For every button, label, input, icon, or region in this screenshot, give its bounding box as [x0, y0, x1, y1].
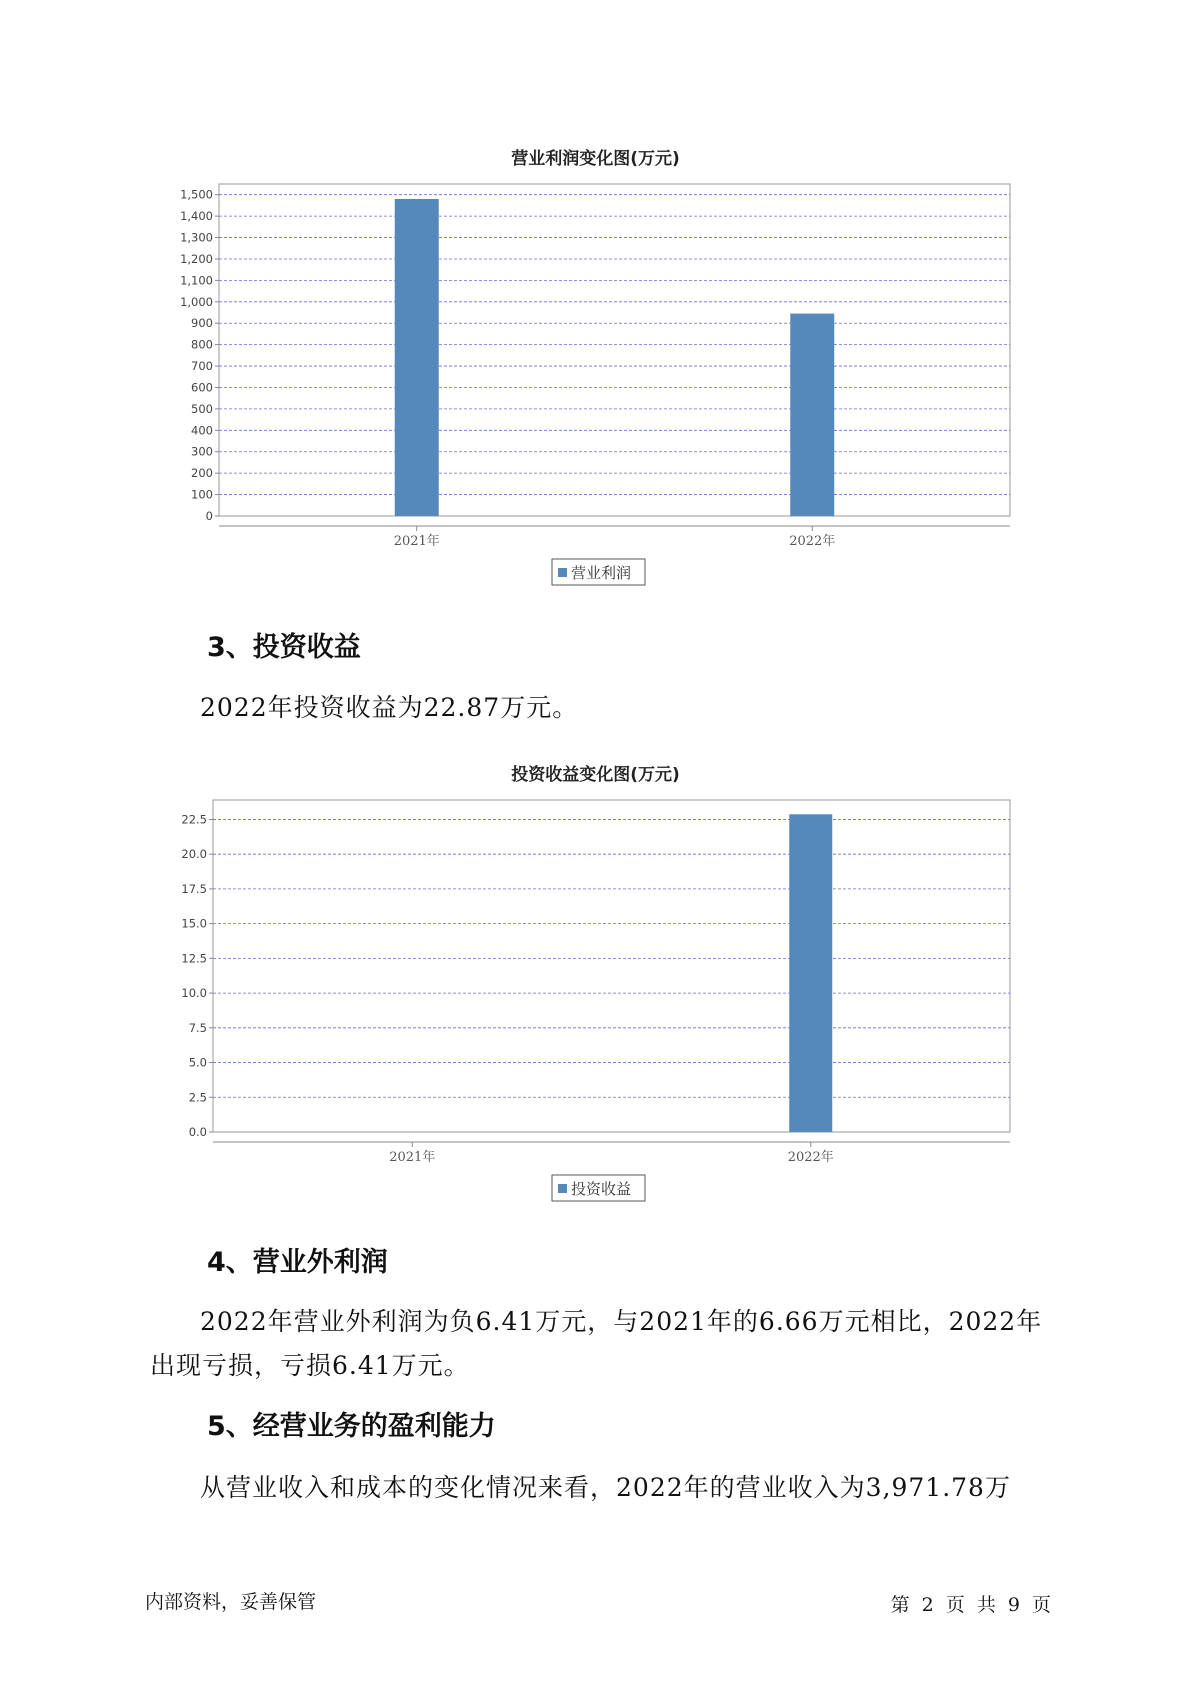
section-3-heading: 3、投资收益 — [207, 632, 361, 663]
y-tick-label: 5.0 — [188, 1055, 207, 1070]
legend-label: 投资收益 — [571, 1180, 632, 1198]
y-tick-label: 1,500 — [180, 187, 213, 202]
bar — [789, 814, 832, 1132]
y-tick-label: 1,200 — [180, 251, 213, 266]
section-4-text: 2022年营业外利润为负6.41万元，与2021年的6.66万元相比，2022年出现亏损，亏损6.41万元。 — [150, 1307, 1043, 1380]
y-tick-label: 700 — [191, 359, 213, 374]
y-tick-label: 0.0 — [188, 1125, 207, 1139]
footer-page-info: 第 2 页 共 9 页 — [890, 1594, 1051, 1616]
y-tick-label: 200 — [191, 466, 213, 481]
bar — [395, 199, 439, 516]
y-tick-label: 1,000 — [180, 294, 213, 309]
y-tick-label: 400 — [191, 423, 213, 438]
chart1-title: 营业利润变化图(万元) — [511, 149, 680, 169]
operating-profit-chart — [0, 180, 1191, 600]
y-tick-label: 22.5 — [181, 812, 207, 827]
x-tick-label: 2022年 — [789, 534, 836, 549]
section-5-text: 从营业收入和成本的变化情况来看，2022年的营业收入为3,971.78万 — [200, 1473, 1011, 1502]
investment-income-chart — [0, 795, 1191, 1215]
y-tick-label: 0 — [205, 509, 213, 523]
y-tick-label: 900 — [191, 316, 213, 331]
y-tick-label: 2.5 — [188, 1090, 207, 1105]
y-tick-label: 20.0 — [181, 847, 207, 862]
y-tick-label: 800 — [191, 337, 213, 352]
y-tick-label: 500 — [191, 401, 213, 416]
y-tick-label: 1,400 — [180, 209, 213, 224]
y-tick-label: 1,300 — [180, 230, 213, 245]
chart2-title: 投资收益变化图(万元) — [511, 765, 680, 785]
section-4-heading: 4、营业外利润 — [207, 1247, 388, 1278]
y-tick-label: 17.5 — [181, 881, 207, 896]
x-tick-label: 2022年 — [787, 1150, 834, 1165]
legend-swatch — [558, 568, 567, 577]
y-tick-label: 1,100 — [180, 273, 213, 288]
y-tick-label: 15.0 — [181, 916, 207, 931]
y-tick-label: 12.5 — [181, 951, 207, 966]
y-tick-label: 100 — [191, 487, 213, 502]
plot-area — [213, 800, 1010, 1132]
x-tick-label: 2021年 — [393, 534, 440, 549]
section-3-text: 2022年投资收益为22.87万元。 — [200, 693, 579, 722]
legend-swatch — [558, 1184, 567, 1193]
y-tick-label: 10.0 — [181, 986, 207, 1001]
x-tick-label: 2021年 — [389, 1150, 436, 1165]
footer-confidential-note: 内部资料，妥善保管 — [145, 1591, 317, 1613]
legend-label: 营业利润 — [571, 564, 632, 582]
y-tick-label: 300 — [191, 444, 213, 459]
y-tick-label: 600 — [191, 380, 213, 395]
y-tick-label: 7.5 — [188, 1020, 207, 1035]
bar — [790, 314, 834, 516]
section-5-heading: 5、经营业务的盈利能力 — [207, 1411, 496, 1442]
plot-area — [219, 184, 1010, 516]
